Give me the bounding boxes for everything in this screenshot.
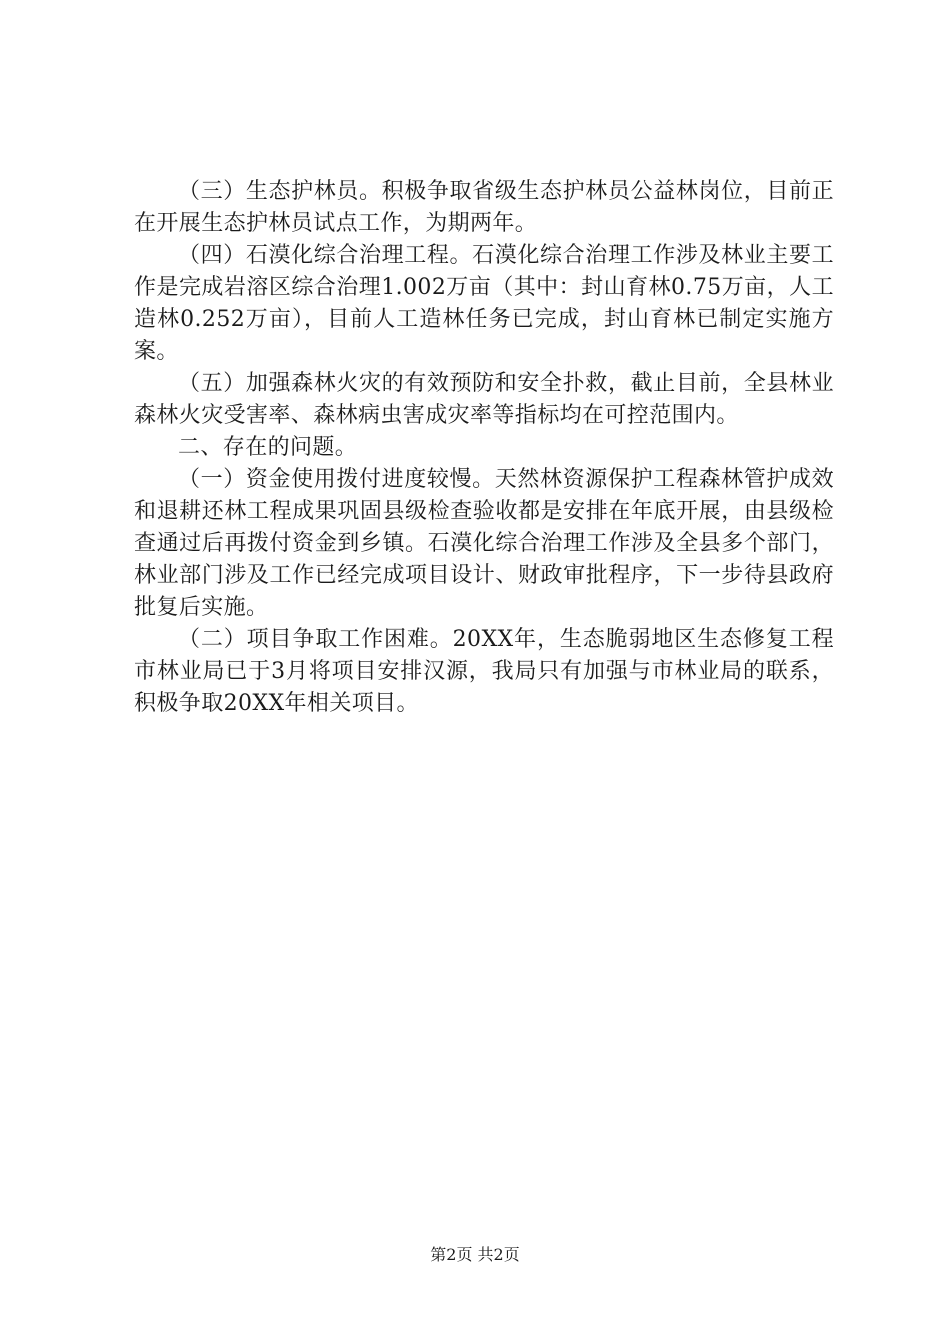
paragraph-5-forest-fire-prevention: （五）加强森林火灾的有效预防和安全扑救，截止目前，全县林业森林火灾受害率、森林病虫害成灾率等指标均在可控范围内。 — [134, 371, 834, 428]
document-body — [134, 176, 834, 720]
paragraph-problem-2-projects: （二）项目争取工作困难。20XX年，生态脆弱地区生态修复工程市林业局已于3月将项目安排汉源，我局只有加强与市林业局的联系，积极争取20XX年相关项目。 — [134, 627, 834, 716]
paragraph-4-rocky-desertification: （四）石漠化综合治理工程。石漠化综合治理工作涉及林业主要工作是完成岩溶区综合治理1.002万亩（其中：封山育林0.75万亩，人工造林0.252万亩），目前人工造林任务已完成，封山育林已制定实施方案。 — [134, 243, 834, 364]
section-heading-problems: 二、存在的问题。 — [178, 435, 358, 460]
page-number-footer: 第2页 共2页 — [430, 1245, 520, 1264]
paragraph-problem-1-funding: （一）资金使用拨付进度较慢。天然林资源保护工程森林管护成效和退耕还林工程成果巩固县级检查验收都是安排在年底开展，由县级检查通过后再拨付资金到乡镇。石漠化综合治理工作涉及全县多个部门，林业部门涉及工作已经完成项目设计、财政审批程序，下一步待县政府批复后实施。 — [134, 467, 834, 620]
paragraph-3-ecological-rangers: （三）生态护林员。积极争取省级生态护林员公益林岗位，目前正在开展生态护林员试点工作，为期两年。 — [134, 179, 834, 236]
